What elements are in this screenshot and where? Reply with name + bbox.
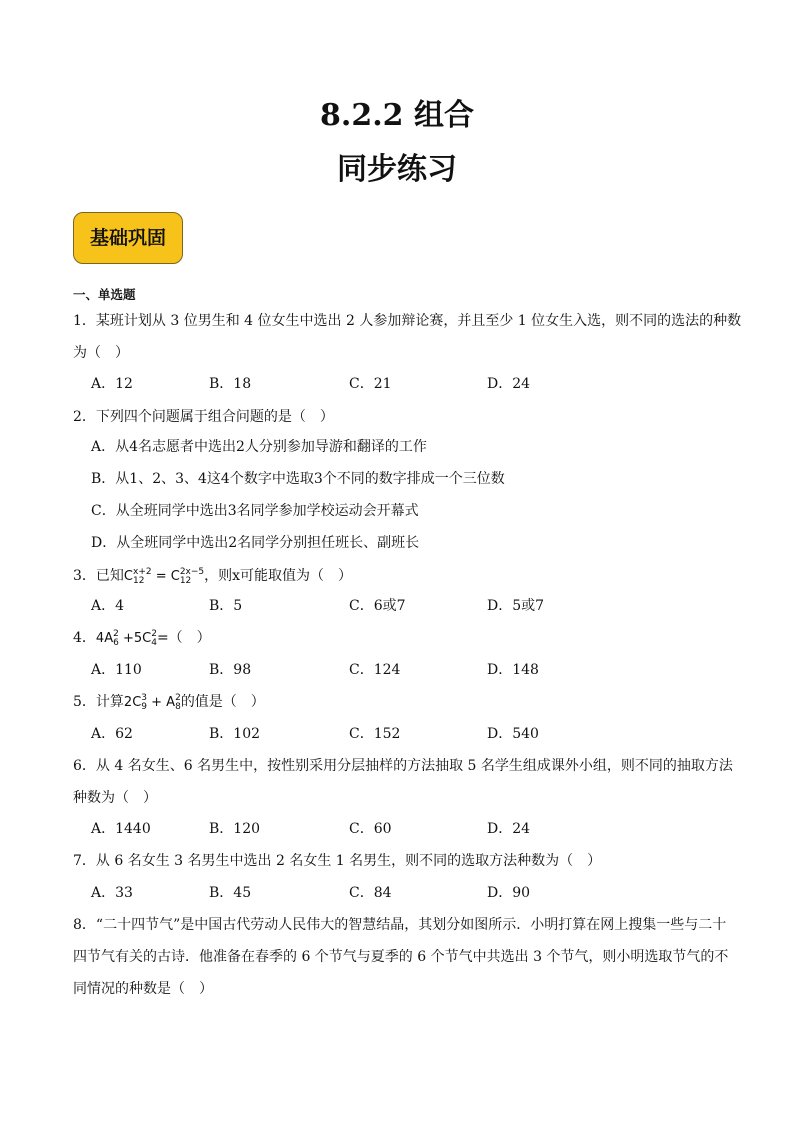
question-8-line-2: 四节气有关的古诗．他准备在春季的 6 个节气与夏季的 6 个节气中共选出 3 个节气，则小明选取节气的不 bbox=[73, 949, 729, 965]
q5-c-sup: 3 bbox=[141, 693, 148, 703]
q4-c-sup: 2 bbox=[151, 629, 157, 639]
q1-option-a[interactable]: A．12 bbox=[91, 376, 133, 392]
q6-option-d[interactable]: D．24 bbox=[487, 821, 531, 837]
q3-suffix: ，则x可能取值为（ ） bbox=[204, 568, 353, 584]
q6-option-b[interactable]: B．120 bbox=[209, 821, 261, 837]
q6-option-c[interactable]: C．60 bbox=[349, 821, 392, 837]
q4-prefix: 4． bbox=[73, 630, 96, 646]
q5-prefix: 5．计算 bbox=[73, 694, 124, 710]
question-3-stem bbox=[73, 560, 725, 593]
q5-a-sub: 8 bbox=[175, 702, 181, 712]
section-heading: 一、单选题 bbox=[73, 287, 136, 302]
q4-a-sub: 6 bbox=[113, 638, 119, 648]
question-5-stem bbox=[73, 686, 725, 719]
q4-c-sub: 4 bbox=[151, 638, 157, 648]
question-2-stem: 2．下列四个问题属于组合问题的是（ ） bbox=[73, 409, 334, 425]
q3-option-a[interactable]: A．4 bbox=[91, 598, 125, 614]
q3-prefix: 3．已知 bbox=[73, 568, 124, 584]
q4-a-sup: 2 bbox=[113, 629, 119, 639]
q3-option-d[interactable]: D．5或7 bbox=[487, 598, 545, 614]
q1-option-b[interactable]: B．18 bbox=[209, 376, 252, 392]
q7-option-d[interactable]: D．90 bbox=[487, 885, 531, 901]
q5-formula bbox=[124, 695, 181, 710]
q5-a-coef: + A bbox=[151, 695, 176, 710]
q5-option-b[interactable]: B．102 bbox=[209, 726, 261, 742]
q3-c1-sup: x+2 bbox=[133, 567, 152, 577]
q3-formula: C x+2 12 = C 2x−5 12 bbox=[123, 567, 205, 586]
q5-suffix: 的值是（ ） bbox=[180, 694, 265, 710]
question-8-line-1: 8．“二十四节气”是中国古代劳动人民伟大的智慧结晶，其划分如图所示．小明打算在网上搜集一些与二十 bbox=[73, 917, 727, 933]
q5-option-a[interactable]: A．62 bbox=[91, 726, 133, 742]
q5-option-c[interactable]: C．152 bbox=[349, 726, 401, 742]
question-8-line-3: 同情况的种数是（ ） bbox=[73, 981, 213, 997]
q3-c2-sub: 12 bbox=[179, 576, 192, 586]
q4-option-a[interactable]: A．110 bbox=[91, 662, 142, 678]
section-badge: 基础巩固 bbox=[73, 212, 183, 264]
q4-option-d[interactable]: D．148 bbox=[487, 662, 539, 678]
q1-option-c[interactable]: C．21 bbox=[349, 376, 392, 392]
q4-formula bbox=[96, 631, 157, 646]
question-6-line-2: 种数为（ ） bbox=[73, 790, 157, 806]
q3-c1-sub: 12 bbox=[133, 576, 145, 586]
q2-option-b[interactable]: B．从1、2、3、4这4个数字中选取3个不同的数字排成一个三位数 bbox=[91, 471, 505, 487]
q7-option-c[interactable]: C．84 bbox=[349, 885, 392, 901]
q2-option-c[interactable]: C．从全班同学中选出3名同学参加学校运动会开幕式 bbox=[91, 503, 419, 519]
q4-suffix: =（ ） bbox=[156, 630, 211, 646]
q4-c-coef: +5C bbox=[122, 631, 152, 646]
q6-option-a[interactable]: A．1440 bbox=[91, 821, 151, 837]
q7-option-b[interactable]: B．45 bbox=[209, 885, 252, 901]
question-4-stem bbox=[73, 622, 725, 655]
question-1-line-1: 1．某班计划从 3 位男生和 4 位女生中选出 2 人参加辩论赛，并且至少 1 位女生入选，则不同的选法的种数 bbox=[73, 313, 742, 329]
q4-a-coef: 4A bbox=[95, 631, 114, 646]
q5-c-coef: 2C bbox=[123, 695, 142, 710]
page-subtitle: 同步练习 bbox=[337, 152, 457, 187]
q3-option-b[interactable]: B．5 bbox=[209, 598, 243, 614]
q1-option-d[interactable]: D．24 bbox=[487, 376, 531, 392]
q4-option-b[interactable]: B．98 bbox=[209, 662, 252, 678]
q3-c2-sup: 2x−5 bbox=[179, 567, 205, 577]
page-title: 8.2.2 组合 bbox=[320, 98, 474, 133]
question-7-stem: 7．从 6 名女生 3 名男生中选出 2 名女生 1 名男生，则不同的选取方法种数为（ ） bbox=[73, 853, 602, 869]
q2-option-d[interactable]: D．从全班同学中选出2名同学分别担任班长、副班长 bbox=[91, 535, 420, 551]
q7-option-a[interactable]: A．33 bbox=[91, 885, 133, 901]
q5-a-sup: 2 bbox=[175, 693, 181, 703]
q4-option-c[interactable]: C．124 bbox=[349, 662, 401, 678]
q3-option-c[interactable]: C．6或7 bbox=[349, 598, 406, 614]
question-1-line-2: 为（ ） bbox=[73, 345, 129, 361]
q2-option-a[interactable]: A．从4名志愿者中选出2人分别参加导游和翻译的工作 bbox=[91, 439, 427, 455]
question-6-line-1: 6．从 4 名女生、6 名男生中，按性别采用分层抽样的方法抽取 5 名学生组成课外小组，则不同的抽取方法 bbox=[73, 758, 733, 774]
q5-c-sub: 9 bbox=[141, 702, 148, 712]
q5-option-d[interactable]: D．540 bbox=[487, 726, 539, 742]
